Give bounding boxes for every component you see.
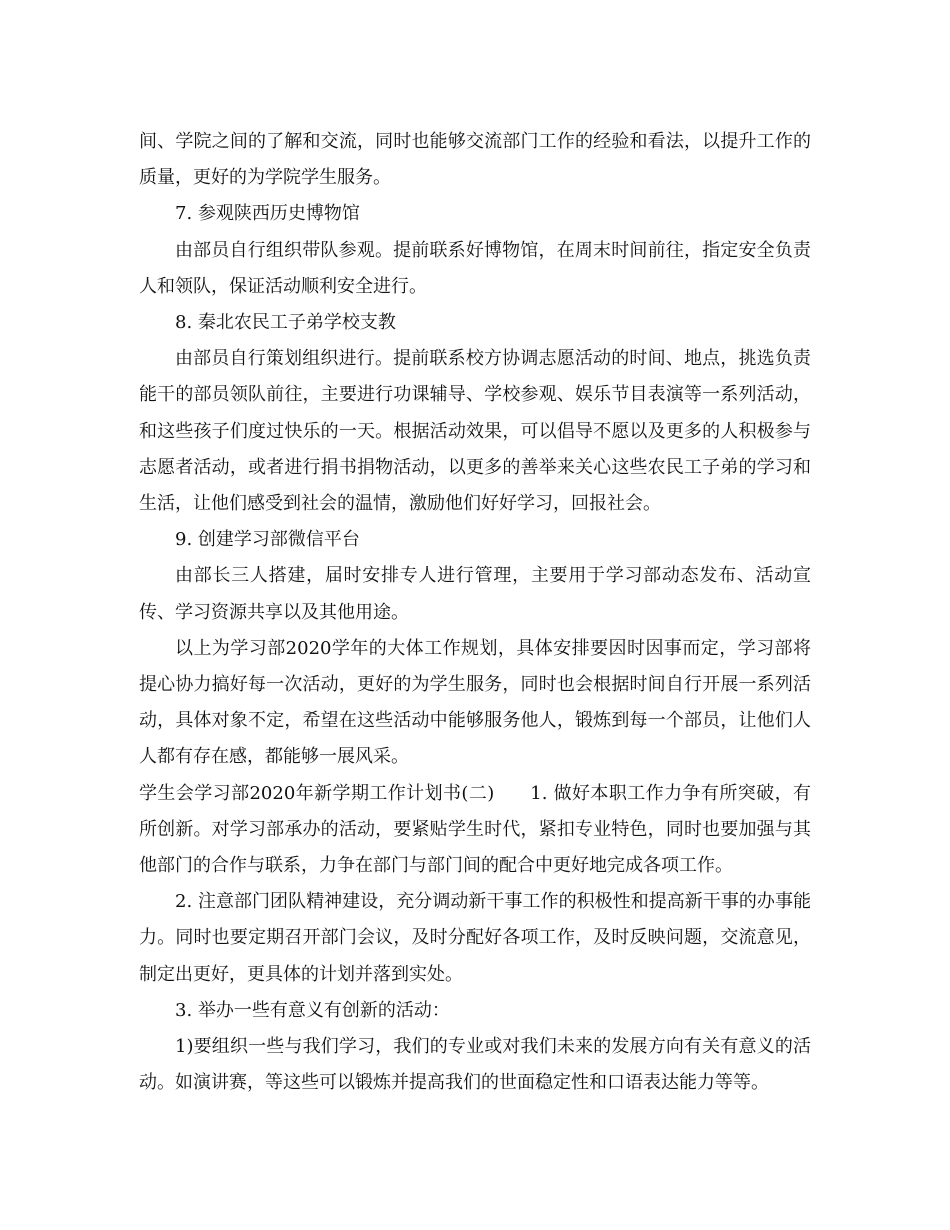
item-body-7: 由部员自行组织带队参观。提前联系好博物馆，在周末时间前往，指定安全负责人和领队，保证活动顺利安全进行。 (139, 239, 811, 297)
item-2: 2. 注意部门团队精神建设，充分调动新干事工作的积极性和提高新干事的办事能力。同时也要定期召开部门会议，及时分配好各项工作，及时反映问题，交流意见，制定出更好，更具体的计划并落到实处。 (139, 891, 811, 985)
item-body-8: 由部员自行策划组织进行。提前联系校方协调志愿活动的时间、地点，挑选负责能干的部员领队前往，主要进行功课辅导、学校参观、娱乐节目表演等一系列活动，和这些孩子们度过快乐的一天。根据活动效果，可以倡导不愿以及更多的人积极参与志愿者活动，或者进行捐书捐物活动，以更多的善举来关心这些农民工子弟的学习和生活，让他们感受到社会的温情，激励他们好好学习，回报社会。 (139, 348, 811, 515)
item-3-sub-1: 1)要组织一些与我们学习，我们的专业或对我们未来的发展方向有关有意义的活动。如演讲赛，等这些可以锻炼并提高我们的世面稳定性和口语表达能力等等。 (139, 1036, 811, 1094)
item-body-9: 由部长三人搭建，届时安排专人进行管理，主要用于学习部动态发布、活动宣传、学习资源共享以及其他用途。 (139, 565, 811, 623)
summary-paragraph: 以上为学习部2020学年的大体工作规划，具体安排要因时因事而定，学习部将提心协力搞好每一次活动，更好的为学生服务，同时也会根据时间自行开展一系列活动，具体对象不定，希望在这些活动中能够服务他人，锻炼到每一个部员，让他们人人都有存在感，都能够一展风采。 (139, 637, 811, 768)
section-start-paragraph (139, 776, 811, 885)
item-heading-7: 7. 参观陕西历史博物馆 (175, 203, 360, 225)
item-heading-8: 8. 秦北农民工子弟学校支教 (175, 312, 396, 334)
section-first-item: 1. 做好本职工作力争有所突破，有所创新。对学习部承办的活动，要紧贴学生时代，紧扣专业特色，同时也要加强与其他部门的合作与联系，力争在部门与部门间的配合中更好地完成各项工作。 (139, 782, 811, 877)
document-body (139, 124, 811, 1101)
section-title: 学生会学习部2020年新学期工作计划书(二) (139, 782, 495, 804)
item-heading-9: 9. 创建学习部微信平台 (175, 529, 360, 551)
paragraph-continuation: 间、学院之间的了解和交流，同时也能够交流部门工作的经验和看法，以提升工作的质量，更好的为学院学生服务。 (139, 131, 811, 189)
item-3: 3. 举办一些有意义有创新的活动： (175, 999, 450, 1021)
